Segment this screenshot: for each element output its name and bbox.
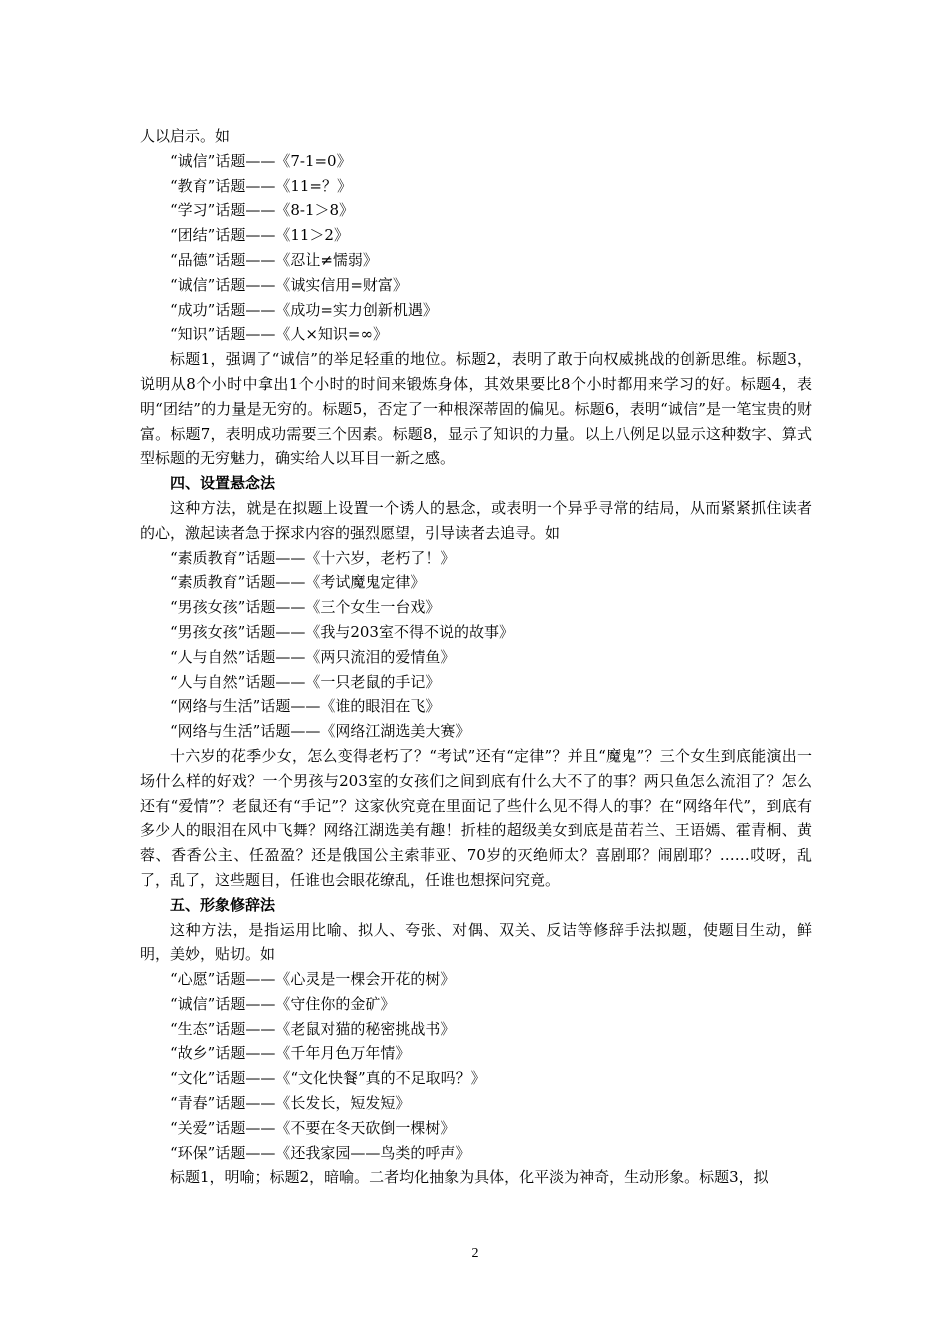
example-item: “团结”话题——《11＞2》 <box>170 226 349 245</box>
example-item: “素质教育”话题——《十六岁，老朽了！》 <box>170 548 456 567</box>
example-item: “人与自然”话题——《两只流泪的爱情鱼》 <box>170 647 456 666</box>
example-item: “心愿”话题——《心灵是一棵会开花的树》 <box>170 970 456 989</box>
section4-example-list <box>140 546 812 744</box>
example-item: “男孩女孩”话题——《三个女生一台戏》 <box>170 598 441 617</box>
example-item: “环保”话题——《还我家园——鸟类的呼声》 <box>170 1143 471 1162</box>
example-item: “男孩女孩”话题——《我与203室不得不说的故事》 <box>170 622 514 641</box>
example-item: “学习”话题——《8-1＞8》 <box>170 201 355 220</box>
example-item: “素质教育”话题——《考试魔鬼定律》 <box>170 573 426 592</box>
section4-analysis-paragraph: 十六岁的花季少女，怎么变得老朽了？“考试”还有“定律”？并且“魔鬼”？三个女生到底能演出一场什么样的好戏？一个男孩与203室的女孩们之间到底有什么大不了的事？两只鱼怎么流泪了？怎么还有“爱情”？老鼠还有“手记”？这家伙究竟在里面记了些什么见不得人的事？在“网络年代”，到底有多少人的眼泪在风中飞舞？网络江湖选美有趣！折桂的超级美女到底是苗若兰、王语嫣、霍青桐、黄蓉、香香公主、任盈盈？还是俄国公主索菲亚、70岁的灭绝师太？喜剧耶？闹剧耶？……哎呀，乱了，乱了，这些题目，任谁也会眼花缭乱，任谁也想探问究竟。 <box>140 746 812 889</box>
example-item: “成功”话题——《成功=实力创新机遇》 <box>170 300 438 319</box>
section4-heading: 四、设置悬念法 <box>170 474 276 493</box>
example-item: “文化”话题——《“文化快餐”真的不足取吗？》 <box>170 1069 486 1088</box>
example-item: “品德”话题——《忍让≠懦弱》 <box>170 250 378 269</box>
example-item: “网络与生活”话题——《谁的眼泪在飞》 <box>170 697 441 716</box>
example-item: “故乡”话题——《千年月色万年情》 <box>170 1044 411 1063</box>
example-item: “关爱”话题——《不要在冬天砍倒一棵树》 <box>170 1118 456 1137</box>
section5-intro-paragraph: 这种方法，是指运用比喻、拟人、夸张、对偶、双关、反诘等修辞手法拟题，使题目生动，鲜明，美妙，贴切。如 <box>140 920 812 964</box>
example-item: “诚信”话题——《诚实信用=财富》 <box>170 275 408 294</box>
document-page <box>140 124 812 1190</box>
example-item: “生态”话题——《老鼠对猫的秘密挑战书》 <box>170 1019 456 1038</box>
example-item: “青春”话题——《长发长，短发短》 <box>170 1094 411 1113</box>
example-item: “网络与生活”话题——《网络江湖选美大赛》 <box>170 722 471 741</box>
example-item: “人与自然”话题——《一只老鼠的手记》 <box>170 672 441 691</box>
intro-line: 人以启示。如 <box>140 127 231 145</box>
example-item: “诚信”话题——《7-1=0》 <box>170 151 352 170</box>
example-item: “教育”话题——《11=？》 <box>170 176 352 195</box>
section5-heading: 五、形象修辞法 <box>170 895 276 914</box>
example-item: “知识”话题——《人×知识=∞》 <box>170 325 388 344</box>
section4-intro-paragraph: 这种方法，就是在拟题上设置一个诱人的悬念，或表明一个异乎寻常的结局，从而紧紧抓住读者的心，激起读者急于探求内容的强烈愿望，引导读者去追寻。如 <box>140 498 812 542</box>
page-number: 2 <box>471 1246 479 1261</box>
example-item: “诚信”话题——《守住你的金矿》 <box>170 994 396 1013</box>
section5-example-list <box>140 967 812 1165</box>
section5-analysis-paragraph: 标题1，明喻；标题2，暗喻。二者均化抽象为具体，化平淡为神奇，生动形象。标题3，拟 <box>170 1168 769 1187</box>
section3-example-list <box>140 149 812 347</box>
section3-analysis-paragraph: 标题1，强调了“诚信”的举足轻重的地位。标题2，表明了敢于向权威挑战的创新思维。标题3，说明从8个小时中拿出1个小时的时间来锻炼身体，其效果要比8个小时都用来学习的好。标题4，表明“团结”的力量是无穷的。标题5，否定了一种根深蒂固的偏见。标题6，表明“诚信”是一笔宝贵的财富。标题7，表明成功需要三个因素。标题8，显示了知识的力量。以上八例足以显示这种数字、算式型标题的无穷魅力，确实给人以耳目一新之感。 <box>140 350 812 468</box>
